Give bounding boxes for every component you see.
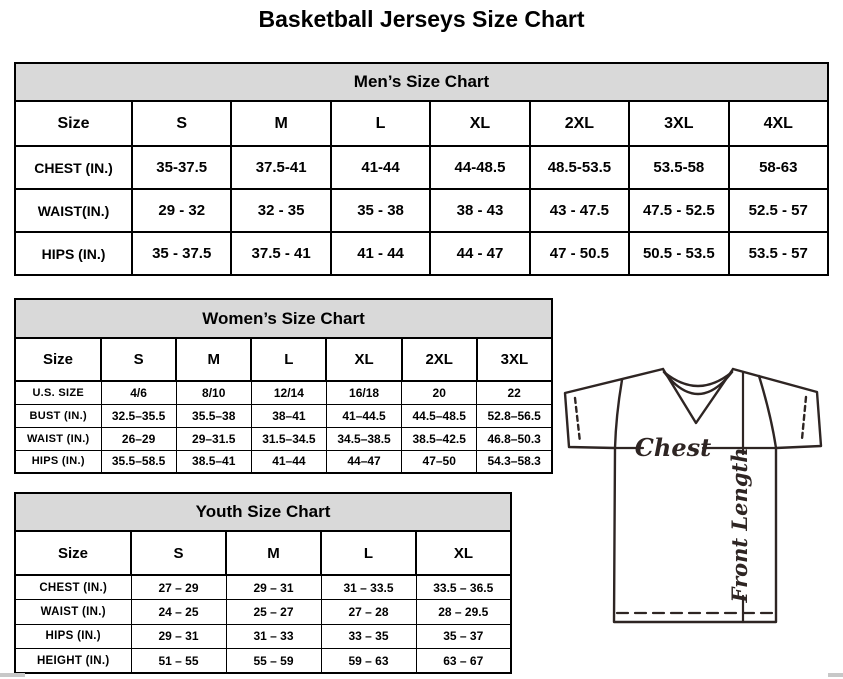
measurement-row — [15, 146, 828, 189]
measurement-value: 59 – 63 — [321, 649, 416, 674]
measurement-label: CHEST (IN.) — [15, 146, 132, 189]
mens-table-body — [15, 146, 828, 275]
horizontal-scrollbar-fragment-right[interactable] — [828, 673, 843, 677]
measurement-value: 52.8–56.5 — [477, 404, 552, 427]
womens-size-header-row — [15, 338, 552, 381]
measurement-label: CHEST (IN.) — [15, 575, 131, 600]
measurement-value: 28 – 29.5 — [416, 600, 511, 625]
measurement-value: 32.5–35.5 — [101, 404, 176, 427]
size-column-header: M — [226, 531, 321, 575]
measurement-value: 24 – 25 — [131, 600, 226, 625]
measurement-row — [15, 649, 511, 674]
measurement-value: 38.5–42.5 — [402, 427, 477, 450]
measurement-value: 63 – 67 — [416, 649, 511, 674]
measurement-row — [15, 189, 828, 232]
measurement-value: 44 - 47 — [430, 232, 529, 275]
mens-table-title: Men’s Size Chart — [15, 63, 828, 101]
measurement-value: 29–31.5 — [176, 427, 251, 450]
measurement-value: 29 – 31 — [131, 624, 226, 649]
jersey-vneck-outline — [663, 369, 733, 423]
measurement-value: 44-48.5 — [430, 146, 529, 189]
size-column-header: Size — [15, 531, 131, 575]
measurement-label: HIPS (IN.) — [15, 624, 131, 649]
size-column-header: S — [131, 531, 226, 575]
measurement-value: 27 – 28 — [321, 600, 416, 625]
size-column-header: XL — [326, 338, 401, 381]
measurement-row — [15, 427, 552, 450]
measurement-value: 34.5–38.5 — [326, 427, 401, 450]
measurement-value: 12/14 — [251, 381, 326, 404]
size-column-header: 2XL — [530, 101, 629, 146]
measurement-value: 41 - 44 — [331, 232, 430, 275]
measurement-row — [15, 232, 828, 275]
measurement-value: 37.5 - 41 — [231, 232, 330, 275]
womens-table-body — [15, 381, 552, 473]
measurement-value: 4/6 — [101, 381, 176, 404]
size-column-header: 3XL — [629, 101, 728, 146]
measurement-label: WAIST (IN.) — [15, 600, 131, 625]
measurement-row — [15, 381, 552, 404]
measurement-label: WAIST (IN.) — [15, 427, 101, 450]
measurement-value: 27 – 29 — [131, 575, 226, 600]
measurement-label: WAIST(IN.) — [15, 189, 132, 232]
right-cuff-dashed-line — [802, 397, 806, 439]
size-column-header: S — [101, 338, 176, 381]
measurement-value: 35 - 38 — [331, 189, 430, 232]
measurement-value: 41-44 — [331, 146, 430, 189]
measurement-value: 53.5-58 — [629, 146, 728, 189]
measurement-value: 58-63 — [729, 146, 828, 189]
measurement-value: 47–50 — [402, 450, 477, 473]
measurement-value: 48.5-53.5 — [530, 146, 629, 189]
measurement-row — [15, 575, 511, 600]
measurement-value: 43 - 47.5 — [530, 189, 629, 232]
measurement-value: 26–29 — [101, 427, 176, 450]
measurement-value: 20 — [402, 381, 477, 404]
mens-size-table — [14, 62, 829, 276]
measurement-value: 8/10 — [176, 381, 251, 404]
measurement-value: 55 – 59 — [226, 649, 321, 674]
front-length-label: Front Length — [727, 447, 752, 603]
measurement-value: 41–44 — [251, 450, 326, 473]
measurement-value: 31.5–34.5 — [251, 427, 326, 450]
measurement-value: 52.5 - 57 — [729, 189, 828, 232]
jersey-diagram — [563, 360, 841, 632]
measurement-value: 29 - 32 — [132, 189, 231, 232]
measurement-value: 33 – 35 — [321, 624, 416, 649]
jersey-outline-shape — [565, 369, 821, 622]
measurement-value: 32 - 35 — [231, 189, 330, 232]
measurement-label: HEIGHT (IN.) — [15, 649, 131, 674]
measurement-label: HIPS (IN.) — [15, 450, 101, 473]
measurement-value: 38 - 43 — [430, 189, 529, 232]
measurement-label: BUST (IN.) — [15, 404, 101, 427]
size-column-header: 2XL — [402, 338, 477, 381]
measurement-row — [15, 600, 511, 625]
womens-size-table — [14, 298, 553, 474]
measurement-value: 25 – 27 — [226, 600, 321, 625]
measurement-value: 35 - 37.5 — [132, 232, 231, 275]
measurement-value: 35.5–38 — [176, 404, 251, 427]
jersey-right-sleeve-seam — [759, 376, 776, 448]
youth-table-title-row — [15, 493, 511, 531]
youth-size-table — [14, 492, 512, 674]
womens-table-title: Women’s Size Chart — [15, 299, 552, 338]
measurement-value: 31 – 33.5 — [321, 575, 416, 600]
measurement-value: 47 - 50.5 — [530, 232, 629, 275]
womens-table-title-row — [15, 299, 552, 338]
chest-label: Chest — [634, 433, 712, 462]
measurement-value: 51 – 55 — [131, 649, 226, 674]
left-cuff-dashed-line — [575, 398, 580, 442]
measurement-value: 16/18 — [326, 381, 401, 404]
measurement-value: 35 – 37 — [416, 624, 511, 649]
youth-table-title: Youth Size Chart — [15, 493, 511, 531]
size-column-header: 3XL — [477, 338, 552, 381]
measurement-value: 47.5 - 52.5 — [629, 189, 728, 232]
size-column-header: XL — [416, 531, 511, 575]
measurement-value: 53.5 - 57 — [729, 232, 828, 275]
size-column-header: M — [176, 338, 251, 381]
size-column-header: S — [132, 101, 231, 146]
measurement-value: 38.5–41 — [176, 450, 251, 473]
measurement-row — [15, 624, 511, 649]
size-column-header: XL — [430, 101, 529, 146]
mens-table-title-row — [15, 63, 828, 101]
youth-size-header-row — [15, 531, 511, 575]
measurement-value: 41–44.5 — [326, 404, 401, 427]
measurement-value: 37.5-41 — [231, 146, 330, 189]
size-column-header: 4XL — [729, 101, 828, 146]
size-column-header: L — [321, 531, 416, 575]
measurement-value: 44.5–48.5 — [402, 404, 477, 427]
jersey-collar-band-curve-2 — [664, 372, 732, 394]
measurement-row — [15, 404, 552, 427]
measurement-value: 50.5 - 53.5 — [629, 232, 728, 275]
horizontal-scrollbar-fragment-left[interactable] — [0, 673, 25, 677]
size-column-header: L — [331, 101, 430, 146]
measurement-value: 33.5 – 36.5 — [416, 575, 511, 600]
size-column-header: M — [231, 101, 330, 146]
measurement-label: HIPS (IN.) — [15, 232, 132, 275]
measurement-value: 22 — [477, 381, 552, 404]
measurement-label: U.S. SIZE — [15, 381, 101, 404]
measurement-value: 46.8–50.3 — [477, 427, 552, 450]
measurement-value: 44–47 — [326, 450, 401, 473]
size-column-header: Size — [15, 338, 101, 381]
measurement-value: 35-37.5 — [132, 146, 231, 189]
size-column-header: L — [251, 338, 326, 381]
measurement-value: 31 – 33 — [226, 624, 321, 649]
measurement-value: 35.5–58.5 — [101, 450, 176, 473]
size-column-header: Size — [15, 101, 132, 146]
jersey-left-sleeve-seam — [615, 380, 622, 448]
measurement-row — [15, 450, 552, 473]
measurement-value: 38–41 — [251, 404, 326, 427]
youth-table-body — [15, 575, 511, 673]
measurement-value: 54.3–58.3 — [477, 450, 552, 473]
measurement-value: 29 – 31 — [226, 575, 321, 600]
mens-size-header-row — [15, 101, 828, 146]
page-title: Basketball Jerseys Size Chart — [258, 6, 585, 32]
